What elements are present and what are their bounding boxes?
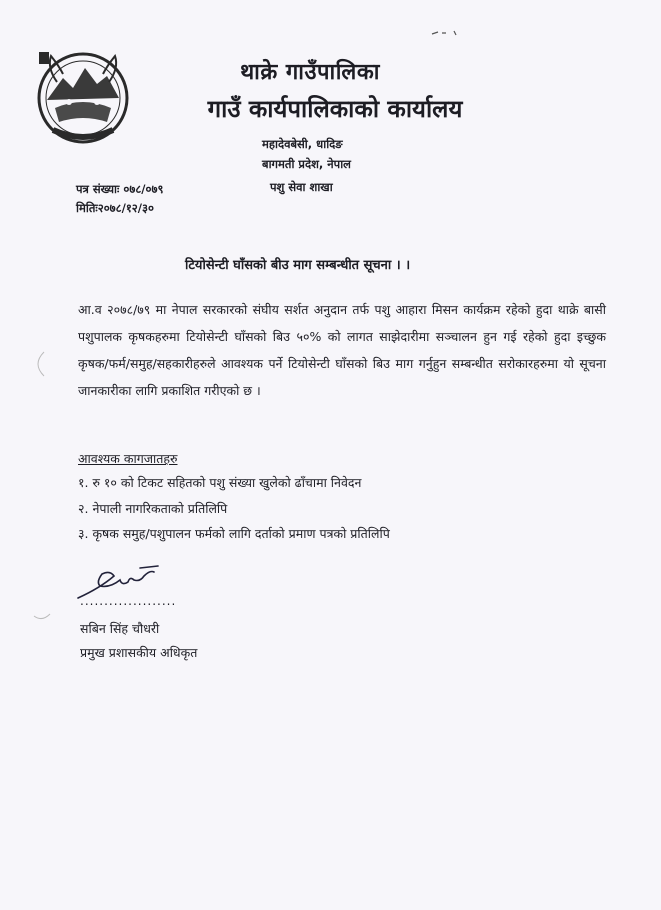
document-item: १. रु १० को टिकट सहितको पशु संख्या खुलेको ढाँचामा निवेदन xyxy=(78,475,362,490)
required-documents-heading: आवश्यक कागजातहरु xyxy=(78,451,178,466)
signer-name: सबिन सिंह चौधरी xyxy=(80,621,160,636)
document-item: २. नेपाली नागरिकताको प्रतिलिपि xyxy=(78,501,228,516)
subject-line: टियोसेन्टी घाँसको बीउ माग सम्बन्धीत सूचना । । xyxy=(185,258,411,273)
signature-dotted-line: .................... xyxy=(80,594,177,608)
document-item: ३. कृषक समुह/पशुपालन फर्मको लागि दर्ताको प्रमाण पत्रको प्रतिलिपि xyxy=(78,526,390,541)
nepal-emblem-icon xyxy=(33,48,133,144)
letter-date: मितिः२०७८/१२/३० xyxy=(76,201,154,215)
letter-number: पत्र संख्याः ०७८/०७९ xyxy=(76,182,164,196)
scan-speck-icon xyxy=(430,28,460,38)
office-title: गाउँ कार्यपालिकाको कार्यालय xyxy=(207,95,463,123)
address-line-1: महादेवबेसी, धादिङ xyxy=(262,137,343,151)
notice-body-paragraph: आ.व २०७८/७९ मा नेपाल सरकारको संघीय सर्शत अनुदान तर्फ पशु आहारा मिसन कार्यक्रम रहेको हुदा थाक्रे बासी पशुपालक कृषकहरुमा टियोसेन्टी घाँसको बिउ ५०% को लागत साझेदारीमा सञ्चालन हुन गई रहेको हुदा इच्छुक कृषक/फर्म/समुह/सहकारीहरुले आवश्यक पर्ने टियोसेन्टी घाँसको बिउ माग गर्नुहुन सम्बन्धीत सरोकारहरुमा यो सूचना जानकारीका लागि प्रकाशित गरीएको छ । xyxy=(78,302,606,398)
punch-hole-mark-icon xyxy=(30,600,54,624)
signer-designation: प्रमुख प्रशासकीय अधिकृत xyxy=(80,645,198,660)
branch-name: पशु सेवा शाखा xyxy=(270,180,333,194)
punch-hole-mark-icon xyxy=(28,350,48,380)
address-line-2: बागमती प्रदेश, नेपाल xyxy=(262,157,351,171)
municipality-title: थाक्रे गाउँपालिका xyxy=(240,60,380,85)
